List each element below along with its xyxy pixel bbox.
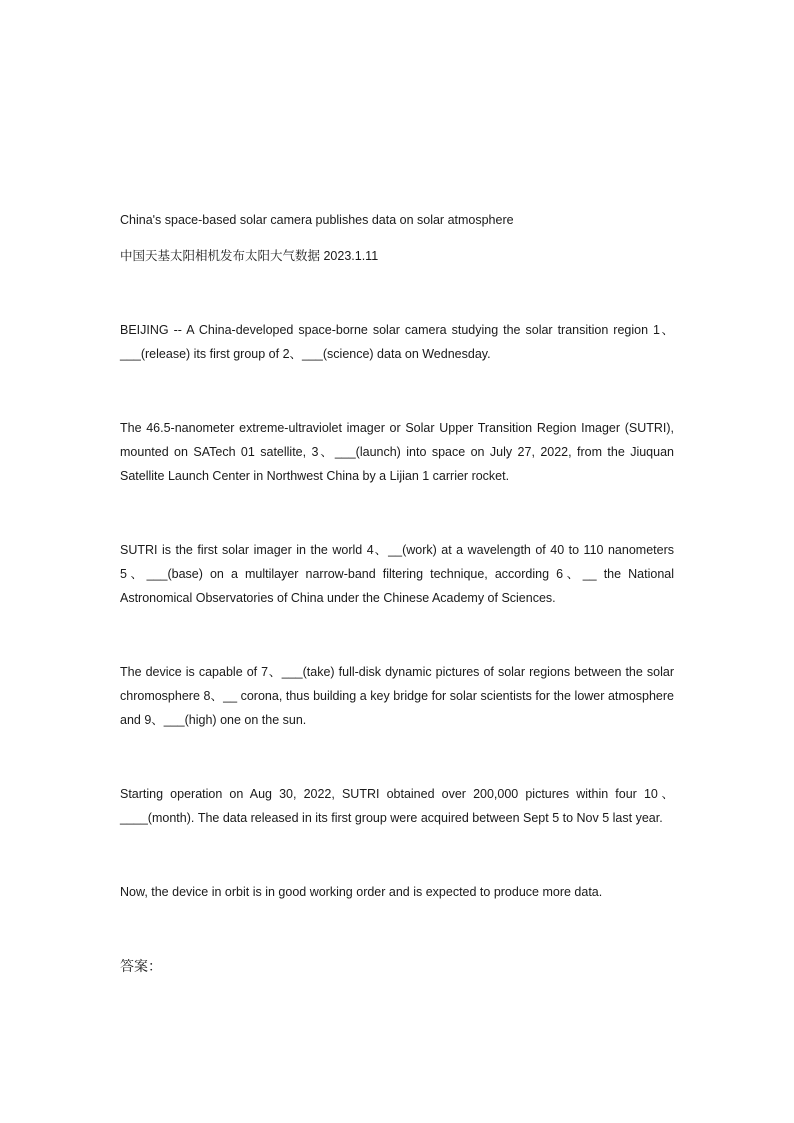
document-page bbox=[120, 208, 674, 978]
paragraph-1: BEIJING -- A China-developed space-borne solar camera studying the solar transition region 1、___(release) its first group of 2、___(science) data on Wednesday. bbox=[120, 323, 674, 361]
article-title-chinese: 中国天基太阳相机发布太阳大气数据 2023.1.11 bbox=[120, 249, 379, 263]
paragraph-6: Now, the device in orbit is in good working order and is expected to produce more data. bbox=[120, 885, 603, 899]
paragraph-3: SUTRI is the first solar imager in the world 4、__(work) at a wavelength of 40 to 110 nanometers 5、___(base) on a multilayer narrow-band filtering technique, according 6、__ the National Astronomical Observatories of China under the Chinese Academy of Sciences. bbox=[120, 543, 674, 605]
paragraph-5: Starting operation on Aug 30, 2022, SUTRI obtained over 200,000 pictures within four 10、____(month). The data released in its first group were acquired between Sept 5 to Nov 5 last year. bbox=[120, 787, 674, 825]
answers-label: 答案： bbox=[120, 958, 162, 974]
paragraph-4: The device is capable of 7、___(take) full-disk dynamic pictures of solar regions between the solar chromosphere 8、__ corona, thus building a key bridge for solar scientists for the lower atmosphere and 9、___(high) one on the sun. bbox=[120, 665, 674, 727]
article-title-english: China's space-based solar camera publishes data on solar atmosphere bbox=[120, 213, 514, 227]
paragraph-2: The 46.5-nanometer extreme-ultraviolet imager or Solar Upper Transition Region Imager (SUTRI), mounted on SATech 01 satellite, 3、___(launch) into space on July 27, 2022, from the Jiuquan Satellite Launch Center in Northwest China by a Lijian 1 carrier rocket. bbox=[120, 421, 674, 483]
